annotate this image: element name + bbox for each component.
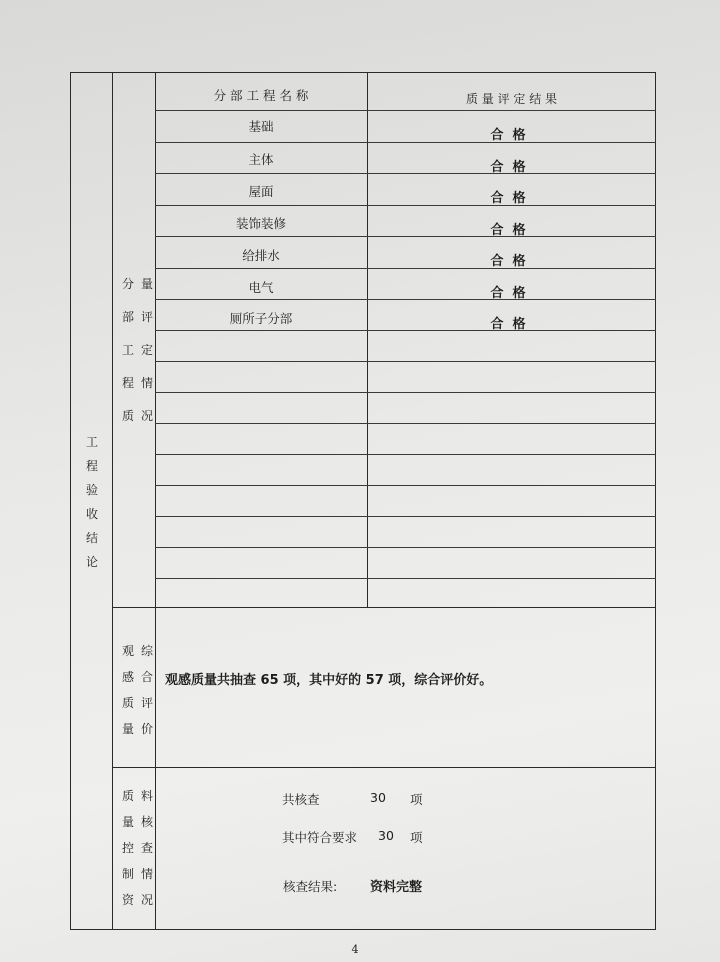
- frame-left: [70, 72, 71, 930]
- col-divider-label: [155, 72, 156, 930]
- frame-right: [655, 72, 656, 930]
- check-result-label: 核查结果:: [283, 879, 338, 894]
- col-divider-table: [367, 72, 368, 607]
- check-result-value: 资料完整: [370, 880, 423, 895]
- row-name: 基础: [248, 119, 274, 134]
- row-line: [155, 110, 656, 111]
- col-divider-outer: [112, 72, 113, 930]
- row-line: [155, 578, 656, 579]
- section3-label-col1: 质 量 控 制 资: [121, 789, 134, 907]
- row-line: [155, 547, 656, 548]
- row-name: 给排水: [242, 248, 280, 263]
- row-line: [155, 361, 656, 362]
- row-name: 屋面: [248, 184, 274, 199]
- row-result: 合 格: [490, 160, 526, 175]
- section1-label-col1: 分 部 工 程 质: [121, 277, 134, 423]
- row-result: 合 格: [490, 128, 526, 143]
- page-number: 4: [351, 943, 359, 956]
- section-divider-2: [112, 767, 656, 768]
- frame-bottom: [70, 929, 656, 930]
- row-line: [155, 454, 656, 455]
- section2-label-col2: 综 合 评 价: [140, 644, 153, 736]
- header-name: 分 部 工 程 名 称: [213, 88, 309, 103]
- row-result: 合 格: [490, 254, 526, 269]
- row-result: 合 格: [490, 317, 526, 332]
- row-result: 合 格: [490, 191, 526, 206]
- row-line: [155, 392, 656, 393]
- row-name: 厕所子分部: [229, 311, 293, 326]
- total-checked-label: 共核查: [282, 792, 320, 807]
- row-line: [155, 516, 656, 517]
- total-checked-value: 30: [370, 790, 386, 805]
- row-name: 主体: [248, 152, 274, 167]
- row-name: 电气: [248, 280, 274, 295]
- row-name: 装饰装修: [235, 216, 286, 231]
- row-result: 合 格: [490, 286, 526, 301]
- compliant-label: 其中符合要求: [282, 830, 358, 845]
- section2-label-col1: 观 感 质 量: [121, 644, 134, 736]
- section-divider-1: [112, 607, 656, 608]
- appearance-evaluation: 观感质量共抽查 65 项，其中好的 57 项，综合评价好。: [165, 673, 493, 688]
- outer-label: 工 程 验 收 结 论: [85, 435, 98, 569]
- section1-label-col2: 量 评 定 情 况: [140, 277, 153, 423]
- frame-top: [70, 72, 656, 73]
- total-checked-unit: 项: [410, 792, 423, 807]
- compliant-unit: 项: [410, 830, 423, 845]
- row-result: 合 格: [490, 223, 526, 238]
- section3-label-col2: 料 核 查 情 况: [140, 789, 153, 907]
- compliant-value: 30: [378, 828, 394, 843]
- row-line: [155, 423, 656, 424]
- header-result: 质 量 评 定 结 果: [465, 92, 558, 106]
- row-line: [155, 485, 656, 486]
